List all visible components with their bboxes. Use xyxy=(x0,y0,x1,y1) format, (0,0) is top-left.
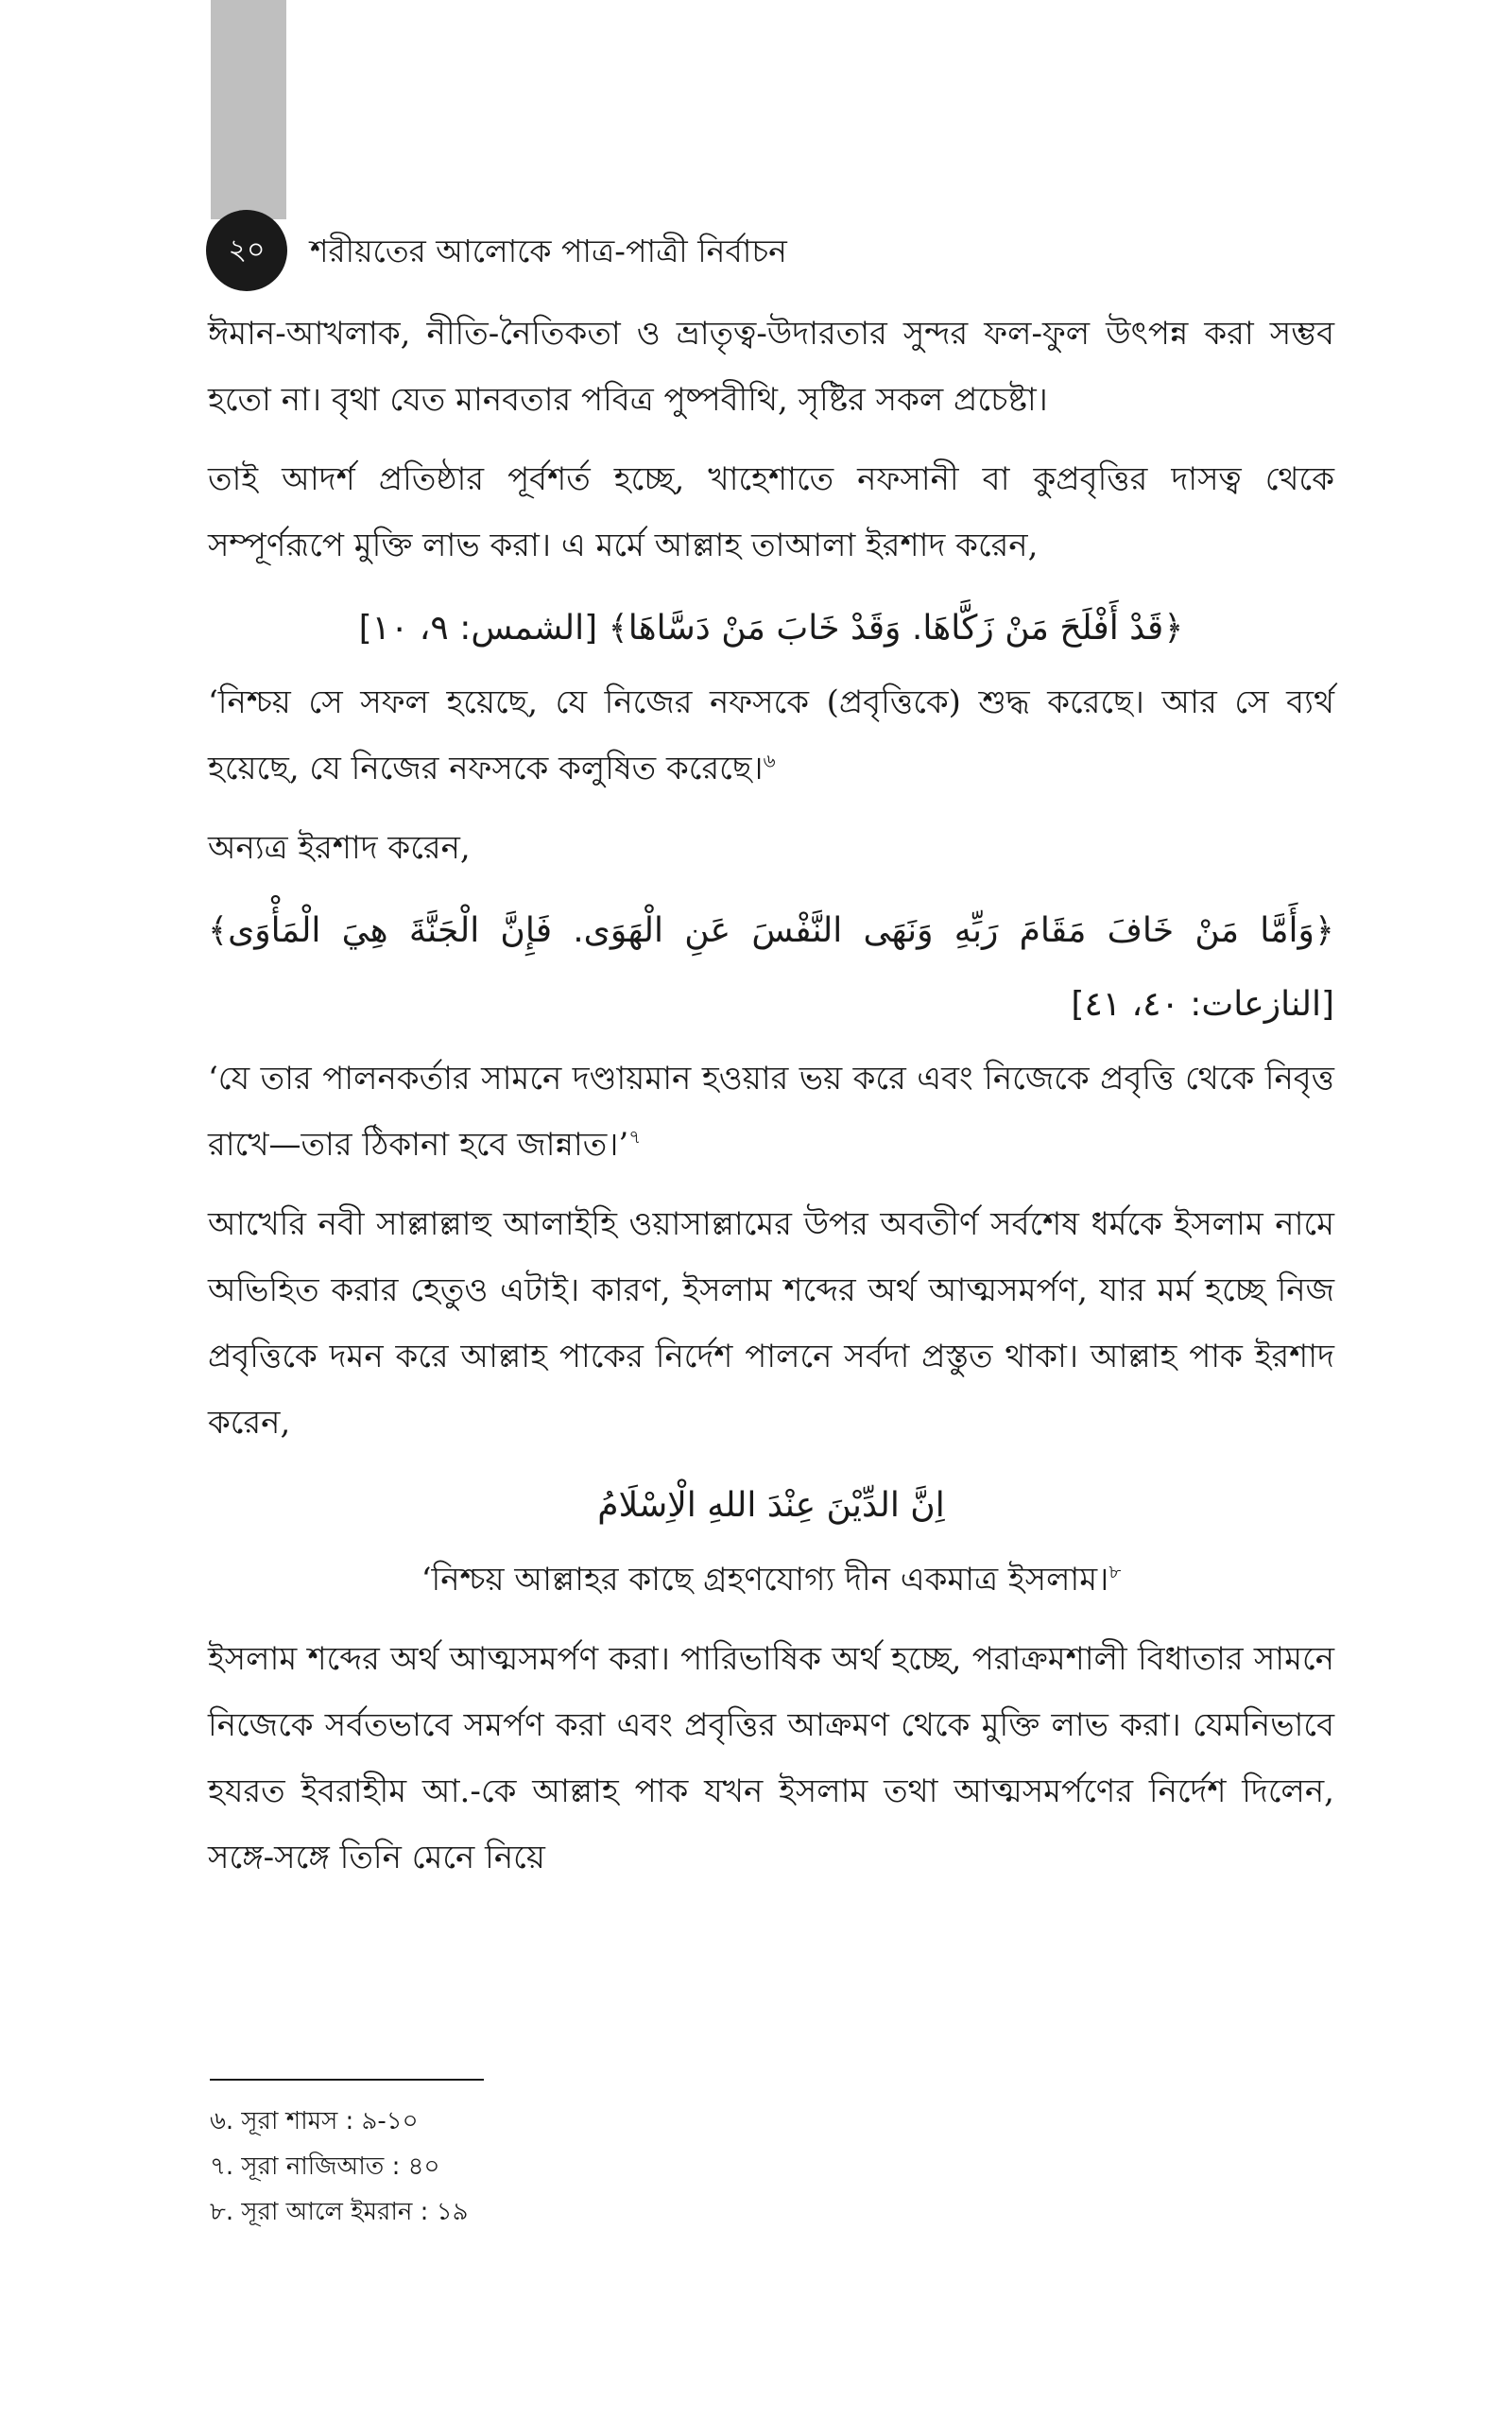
paragraph-6: আখেরি নবী সাল্লাল্লাহু আলাইহি ওয়াসাল্লামের উপর অবতীর্ণ সর্বশেষ ধর্মকে ইসলাম নামে অভিহিত করার হেতুও এটাই। কারণ, ইসলাম শব্দের অর্থ আত্মসমর্পণ, যার মর্ম হচ্ছে নিজ প্রবৃত্তিকে দমন করে আল্লাহ পাকের নির্দেশ পালনে সর্বদা প্রস্তুত থাকা। আল্লাহ পাক ইরশাদ করেন, xyxy=(208,1205,1334,1442)
paragraph-4: অন্যত্র ইরশাদ করেন, xyxy=(208,829,471,867)
footnote-6: ৬. সূরা শামস : ৯-১০ xyxy=(210,2107,419,2135)
footnote-ref-7[interactable]: ৭ xyxy=(628,1125,642,1149)
paragraph-3-translation xyxy=(208,669,1334,802)
footnotes xyxy=(210,2099,468,2235)
footnote-7: ৭. সূরা নাজিআত : ৪০ xyxy=(210,2152,440,2181)
translation-text: ‘নিশ্চয় আল্লাহর কাছে গ্রহণযোগ্য দীন একমাত্র ইসলাম। xyxy=(421,1561,1109,1599)
footnote-ref-8[interactable]: ৮ xyxy=(1108,1560,1122,1583)
running-title: শরীয়তের আলোকে পাত্র-পাত্রী নির্বাচন xyxy=(310,233,787,269)
translation-text: ‘নিশ্চয় সে সফল হয়েছে, যে নিজের নফসকে (প্রবৃত্তিকে) শুদ্ধ করেছে। আর সে ব্যর্থ হয়েছে, যে নিজের নফসকে কলুষিত করেছে। xyxy=(208,683,1334,787)
footnote-ref-6[interactable]: ৬ xyxy=(763,749,776,772)
arabic-verse-shams: ﴿قَدْ أَفْلَحَ مَنْ زَكَّاهَا. وَقَدْ خَابَ مَنْ دَسَّاهَا﴾ [الشمس: ٩، ١٠] xyxy=(358,609,1184,648)
page-number: ২০ xyxy=(206,210,287,291)
translation-text: ‘যে তার পালনকর্তার সামনে দণ্ডায়মান হওয়ার ভয় করে এবং নিজেকে প্রবৃত্তি থেকে নিবৃত্ত রাখে—তার ঠিকানা হবে জান্নাত।’ xyxy=(208,1060,1334,1164)
page-body xyxy=(208,301,1334,1904)
paragraph-5-translation xyxy=(208,1046,1334,1178)
footnote-divider xyxy=(210,2079,484,2081)
arabic-verse-imran: اِنَّ الدِّيْنَ عِنْدَ اللهِ الْاِسْلَامُ xyxy=(597,1486,945,1525)
paragraph-7-translation xyxy=(208,1547,1334,1613)
arabic-verse-naziat: ﴿وَأَمَّا مَنْ خَافَ مَقَامَ رَبِّهِ وَنَهَى النَّفْسَ عَنِ الْهَوَى. فَإِنَّ الْجَنَّةَ هِيَ الْمَأْوَى﴾ [النازعات: ٤٠، ٤١] xyxy=(208,911,1334,1024)
paragraph-2: তাই আদর্শ প্রতিষ্ঠার পূর্বশর্ত হচ্ছে, খাহেশাতে নফসানী বা কুপ্রবৃত্তির দাসত্ব থেকে সম্পূর্ণরূপে মুক্তি লাভ করা। এ মর্মে আল্লাহ তাআলা ইরশাদ করেন, xyxy=(208,460,1334,564)
paragraph-1: ঈমান-আখলাক, নীতি-নৈতিকতা ও ভ্রাতৃত্ব-উদারতার সুন্দর ফল-ফুল উৎপন্ন করা সম্ভব হতো না। বৃথা যেত মানবতার পবিত্র পুষ্পবীথি, সৃষ্টির সকল প্রচেষ্টা। xyxy=(208,315,1334,419)
chapter-tab-marker xyxy=(211,0,286,219)
paragraph-8: ইসলাম শব্দের অর্থ আত্মসমর্পণ করা। পারিভাষিক অর্থ হচ্ছে, পরাক্রমশালী বিধাতার সামনে নিজেকে সর্বতভাবে সমর্পণ করা এবং প্রবৃত্তির আক্রমণ থেকে মুক্তি লাভ করা। যেমনিভাবে হযরত ইবরাহীম আ.-কে আল্লাহ পাক যখন ইসলাম তথা আত্মসমর্পণের নির্দেশ দিলেন, সঙ্গে-সঙ্গে তিনি মেনে নিয়ে xyxy=(208,1640,1334,1876)
footnote-8: ৮. সূরা আলে ইমরান : ১৯ xyxy=(210,2198,469,2226)
